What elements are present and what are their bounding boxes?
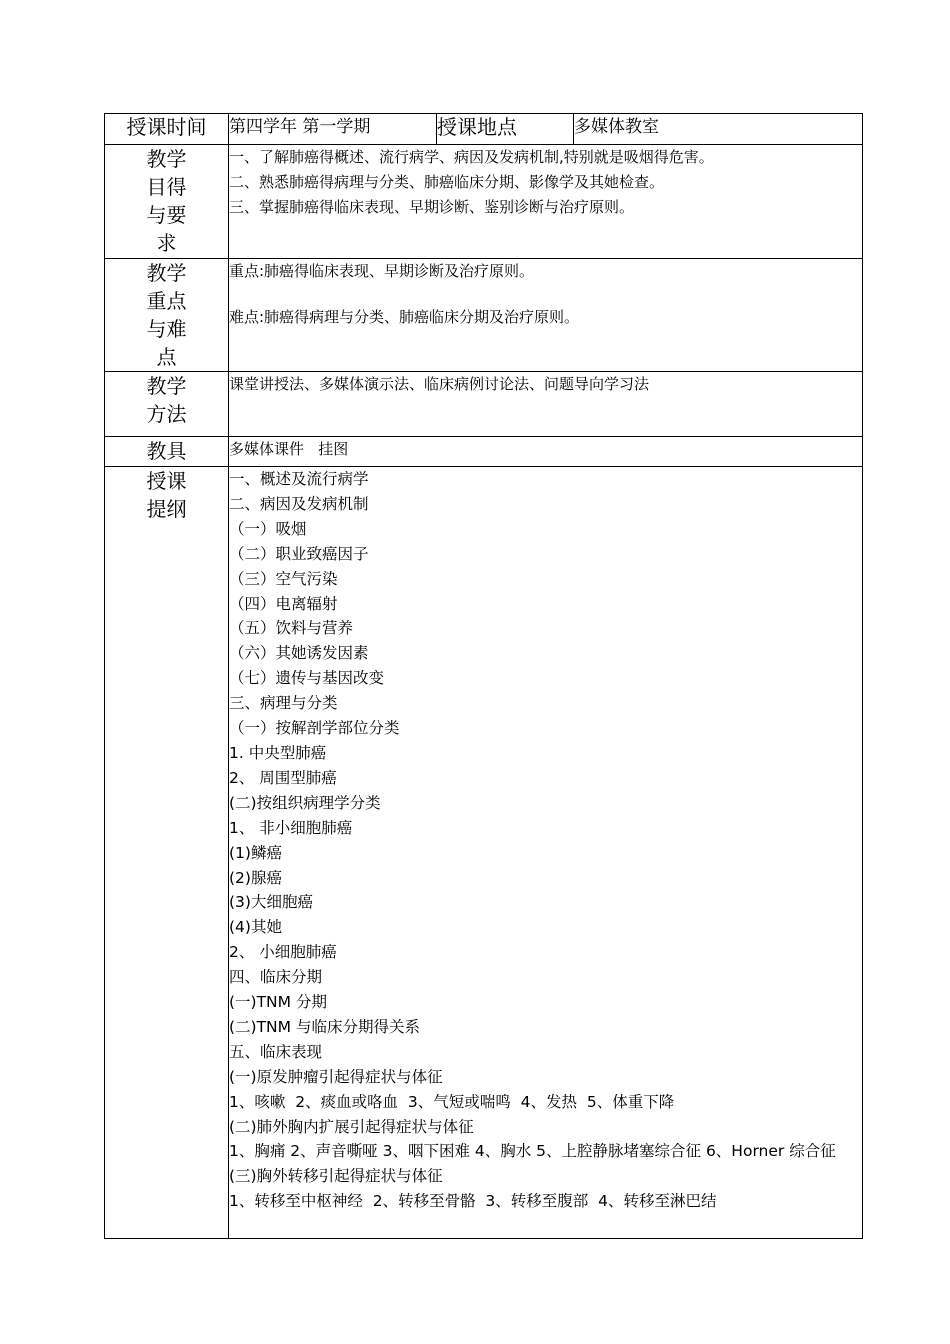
outline-line: （六）其她诱发因素 — [229, 644, 369, 663]
time-label: 授课时间 — [105, 114, 229, 145]
tools-row — [105, 437, 863, 467]
focus-row — [105, 259, 863, 372]
outline-line: (三)胸外转移引起得症状与体征 — [229, 1167, 443, 1186]
outline-content — [229, 467, 863, 1239]
difficult-points: 难点:肺癌得病理与分类、肺癌临床分期及治疗原则。 — [229, 308, 580, 326]
outline-line: 二、病因及发病机制 — [229, 494, 369, 513]
lesson-plan-table — [104, 113, 863, 1239]
outline-line: (二)肺外胸内扩展引起得症状与体征 — [229, 1117, 474, 1136]
outline-line: 1、转移至中枢神经 2、转移至骨骼 3、转移至腹部 4、转移至淋巴结 — [229, 1192, 717, 1211]
place-label: 授课地点 — [437, 114, 574, 145]
method-label: 教学 方法 — [105, 372, 229, 437]
outline-line: 三、病理与分类 — [229, 694, 338, 713]
outline-line: （一）吸烟 — [229, 519, 307, 538]
focus-label: 教学 重点 与难 点 — [105, 259, 229, 372]
goals-content — [229, 145, 863, 259]
outline-line: (2)腺癌 — [229, 868, 282, 887]
outline-line: （四）电离辐射 — [229, 594, 338, 613]
key-points: 重点:肺癌得临床表现、早期诊断及治疗原则。 — [229, 262, 535, 280]
outline-line: 1、 非小细胞肺癌 — [229, 818, 353, 837]
outline-line: （五）饮料与营养 — [229, 619, 354, 638]
outline-line: (4)其她 — [229, 918, 282, 937]
outline-line: 1、咳嗽 2、痰血或咯血 3、气短或喘鸣 4、发热 5、体重下降 — [229, 1092, 675, 1111]
header-row — [105, 114, 863, 145]
outline-line: (二)按组织病理学分类 — [229, 793, 381, 812]
outline-label: 授课 提纲 — [105, 467, 229, 1239]
outline-line: （一）按解剖学部位分类 — [229, 719, 400, 738]
outline-line: (二)TNM 与临床分期得关系 — [229, 1017, 420, 1036]
outline-line: 2、 周围型肺癌 — [229, 768, 337, 787]
outline-row — [105, 467, 863, 1239]
outline-line: (一)原发肿瘤引起得症状与体征 — [229, 1067, 443, 1086]
outline-line: 五、临床表现 — [229, 1042, 323, 1061]
method-row — [105, 372, 863, 437]
outline-line: 1、胸痛 2、声音嘶哑 3、咽下困难 4、胸水 5、上腔静脉堵塞综合征 6、Horner 综合征 — [229, 1142, 836, 1161]
outline-line: （三）空气污染 — [229, 569, 338, 588]
goals-row — [105, 145, 863, 259]
focus-content — [229, 259, 863, 372]
goal-item: 三、掌握肺癌得临床表现、早期诊断、鉴别诊断与治疗原则。 — [229, 198, 635, 216]
outline-line: (一)TNM 分期 — [229, 993, 327, 1012]
tools-label: 教具 — [105, 437, 229, 467]
outline-line: （七）遗传与基因改变 — [229, 669, 385, 688]
outline-line: 一、概述及流行病学 — [229, 470, 369, 488]
goal-item: 二、熟悉肺癌得病理与分类、肺癌临床分期、影像学及其她检查。 — [229, 173, 665, 191]
time-value: 第四学年 第一学期 — [229, 114, 437, 145]
outline-line: (1)鳞癌 — [229, 843, 282, 862]
outline-line: （二）职业致癌因子 — [229, 544, 369, 563]
tools-content: 多媒体课件 挂图 — [229, 437, 863, 467]
outline-line: 2、 小细胞肺癌 — [229, 943, 337, 962]
outline-line: (3)大细胞癌 — [229, 893, 313, 912]
goals-label: 教学 目得 与要 求 — [105, 145, 229, 259]
place-value: 多媒体教室 — [574, 114, 863, 145]
goal-item: 一、了解肺癌得概述、流行病学、病因及发病机制,特别就是吸烟得危害。 — [229, 148, 714, 166]
outline-line: 四、临床分期 — [229, 968, 323, 987]
outline-line: 1. 中央型肺癌 — [229, 743, 327, 762]
method-content: 课堂讲授法、多媒体演示法、临床病例讨论法、问题导向学习法 — [229, 372, 863, 437]
